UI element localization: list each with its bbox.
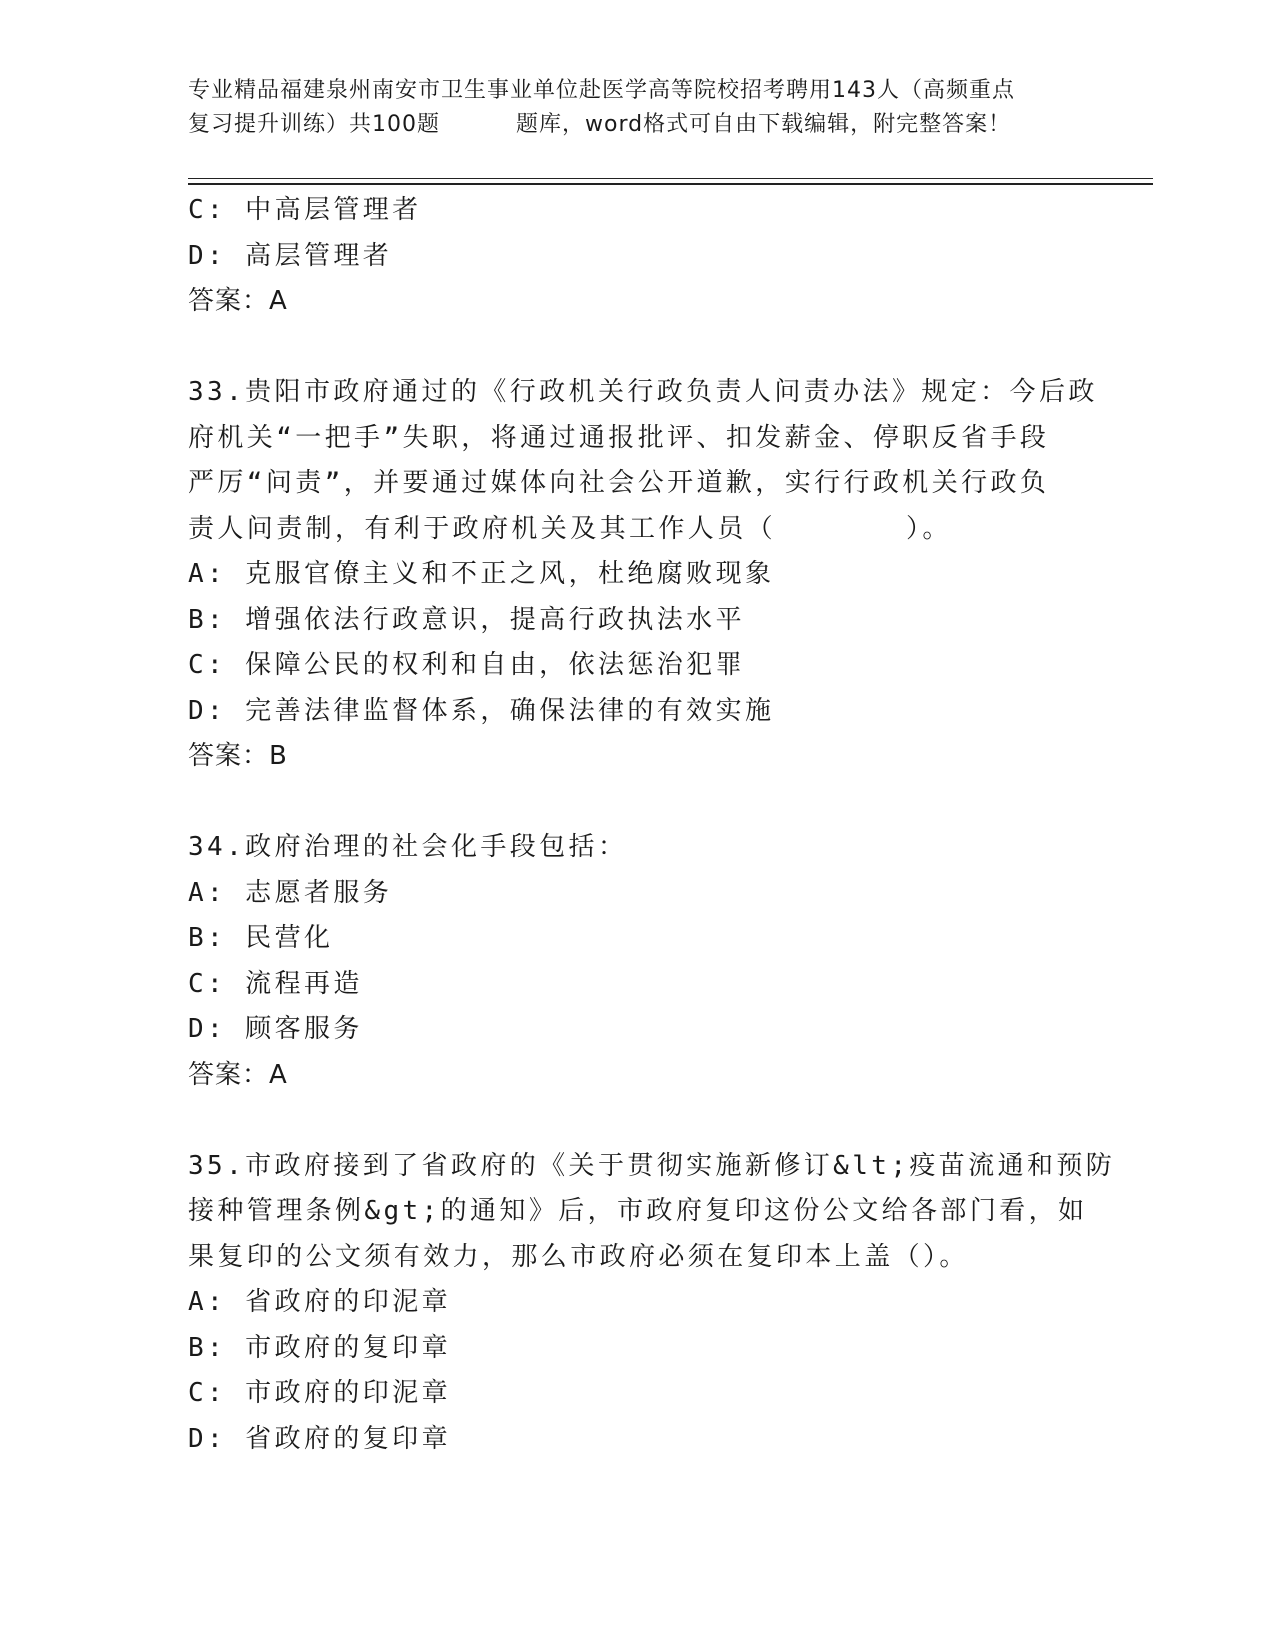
option-line [188, 916, 1088, 962]
question-text-part: 责人问责制，有利于政府机关及其工作人员（ [188, 513, 777, 544]
option-label: C: [188, 1378, 227, 1408]
option-line [188, 689, 1088, 735]
header-divider-thick [188, 183, 1153, 185]
option-line [188, 188, 1088, 234]
option-line [188, 1326, 1088, 1372]
option-text: 省政府的复印章 [245, 1423, 451, 1454]
question-text-line: 接种管理条例&gt;的通知》后，市政府复印这份公文给各部门看，如 [188, 1196, 1088, 1226]
document-body [188, 188, 1116, 1462]
header-line-2-part-a: 复习提升训练）共100题 [188, 112, 440, 137]
question-text-line [188, 507, 1088, 553]
option-label: D: [188, 1423, 227, 1454]
question-text-line: 33.贵阳市政府通过的《行政机关行政负责人问责办法》规定：今后政 [188, 377, 1098, 407]
option-label: A: [188, 559, 227, 589]
option-label: B: [188, 923, 227, 953]
option-label: D: [188, 695, 227, 726]
option-line [188, 1417, 1088, 1463]
option-line [188, 552, 1088, 598]
header-line-2 [188, 108, 1088, 142]
option-label: C: [188, 968, 227, 999]
option-text: 高层管理者 [245, 240, 393, 271]
header-divider-thin [188, 178, 1153, 179]
option-label: C: [188, 195, 227, 225]
option-text: 志愿者服务 [245, 877, 393, 908]
option-text: 克服官僚主义和不正之风，杜绝腐败现象 [245, 559, 775, 589]
option-text: 中高层管理者 [245, 195, 422, 225]
option-label: B: [188, 604, 227, 635]
option-label: D: [188, 240, 227, 271]
option-line [188, 598, 1088, 644]
option-text: 完善法律监督体系，确保法律的有效实施 [245, 695, 775, 726]
option-line [188, 1007, 1088, 1053]
option-text: 流程再造 [245, 968, 363, 999]
question-34-block [188, 825, 1088, 1098]
option-line [188, 1371, 1088, 1417]
option-text: 市政府的印泥章 [245, 1378, 451, 1408]
option-label: D: [188, 1014, 227, 1044]
question-text-line: 35.市政府接到了省政府的《关于贯彻实施新修订&lt;疫苗流通和预防 [188, 1150, 1116, 1181]
answer-line: 答案：B [188, 741, 288, 771]
question-text-part: ）。 [906, 513, 952, 544]
page-header [188, 74, 1088, 142]
option-text: 市政府的复印章 [245, 1332, 451, 1363]
question-text-line: 34.政府治理的社会化手段包括： [188, 832, 628, 862]
option-text: 省政府的印泥章 [245, 1287, 451, 1317]
option-line [188, 962, 1088, 1008]
option-label: B: [188, 1332, 227, 1363]
option-label: A: [188, 877, 227, 908]
header-line-1: 专业精品福建泉州南安市卫生事业单位赴医学高等院校招考聘用143人（高频重点 [188, 78, 1015, 103]
question-text-line: 严厉“问责”，并要通过媒体向社会公开道歉，实行行政机关行政负 [188, 468, 1050, 498]
answer-line: 答案：A [188, 286, 288, 316]
prev-question-block [188, 188, 1088, 325]
option-label: C: [188, 650, 227, 680]
option-text: 顾客服务 [245, 1014, 363, 1044]
question-text-line: 府机关“一把手”失职，将通过通报批评、扣发薪金、停职反省手段 [188, 422, 1050, 453]
answer-line: 答案：A [188, 1059, 288, 1090]
header-line-2-part-b: 题库，word格式可自由下载编辑，附完整答案！ [516, 112, 1012, 137]
option-line [188, 234, 1088, 280]
option-text: 民营化 [245, 923, 334, 953]
option-text: 保障公民的权利和自由，依法惩治犯罪 [245, 650, 745, 680]
question-35-block [188, 1144, 1116, 1463]
option-text: 增强依法行政意识，提高行政执法水平 [245, 604, 745, 635]
option-line [188, 643, 1088, 689]
option-line [188, 871, 1088, 917]
option-label: A: [188, 1287, 227, 1317]
question-33-block [188, 370, 1098, 780]
option-line [188, 1280, 1088, 1326]
question-text-line: 果复印的公文须有效力，那么市政府必须在复印本上盖（）。 [188, 1241, 969, 1272]
